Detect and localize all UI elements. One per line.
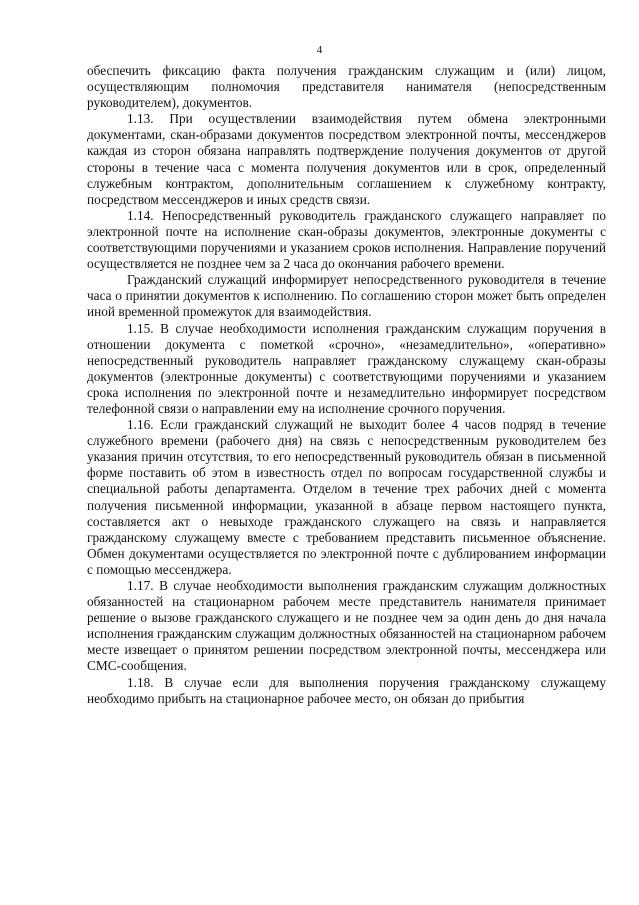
page-number: 4 [316,44,323,56]
paragraph-1-17: 1.17. В случае необходимости выполнения гражданским служащим должностных обязанностей на стационарном рабочем месте представитель нанимателя принимает решение о вызове гражданского служащего и не позднее чем за один день до дня начала исполнения гражданским служащим должностных обязанностей на стационарном рабочем месте извещает о принятом решении посредством электронной почты, мессенджера или СМС-сообщения. [87,578,606,674]
paragraph-1-13: 1.13. При осуществлении взаимодействия путем обмена электронными документами, скан-образами документов посредством электронной почты, мессенджеров каждая из сторон обязана направлять подтверждение получения документов от другой стороны в течение часа с момента получения документов или в срок, определенный служебным контрактом, дополнительным соглашением к служебному контракту, посредством мессенджеров и иных средств связи. [87,111,606,207]
paragraph-continuation: обеспечить фиксацию факта получения гражданским служащим и (или) лицом, осуществляющим полномочия представителя нанимателя (непосредственным руководителем), документов. [87,63,606,111]
paragraph-1-14: 1.14. Непосредственный руководитель гражданского служащего направляет по электронной почте на исполнение скан-образы документов, электронные документы с соответствующими поручениями и указанием сроков исполнения. Направление поручений осуществляется не позднее чем за 2 часа до окончания рабочего времени. [87,207,606,272]
paragraph-1-18: 1.18. В случае если для выполнения поручения гражданскому служащему необходимо прибыть на стационарное рабочее место, он обязан до прибытия [87,674,606,706]
paragraph-1-15: 1.15. В случае необходимости исполнения гражданским служащим поручения в отношении документа с пометкой «срочно», «незамедлительно», «оперативно» непосредственный руководитель направляет гражданскому служащему скан-образы документов (электронные документы) с соответствующими поручениями и указанием срока исполнения по электронной почте и незамедлительно информирует посредством телефонной связи о направлении ему на исполнение срочного поручения. [87,320,606,416]
paragraph-1-16: 1.16. Если гражданский служащий не выходит более 4 часов подряд в течение служебного времени (рабочего дня) на связь с непосредственным руководителем без указания причин отсутствия, то его непосредственный руководитель обязан в письменной форме поставить об этом в известность отдел по вопросам государственной службы и специальной работы департамента. Отделом в течение трех рабочих дней с момента получения письменной информации, указанной в абзаце первом настоящего пункта, составляется акт о невыходе гражданского служащего на связь и направляется гражданскому служащему вместе с требованием представить письменное объяснение. Обмен документами осуществляется по электронной почте с дублированием информации с помощью мессенджера. [87,417,606,577]
document-body [87,63,606,707]
paragraph-1-14-informing: Гражданский служащий информирует непосредственного руководителя в течение часа о принятии документов к исполнению. По соглашению сторон может быть определен иной временной промежуток для взаимодействия. [87,272,606,320]
